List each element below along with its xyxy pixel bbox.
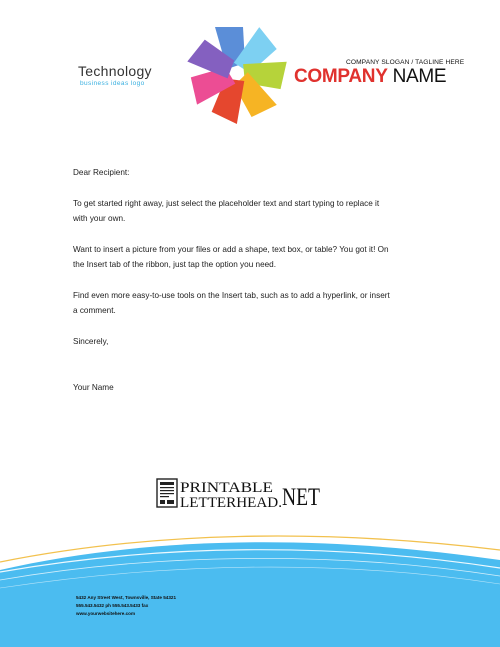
watermark-suffix: NET	[282, 484, 320, 511]
signature: Your Name	[73, 383, 114, 392]
footer-address: 5432 Any Street West, Townsville, State 54321	[76, 595, 177, 600]
company-logo	[294, 59, 479, 87]
technology-logo-subtitle: business ideas logo	[80, 80, 145, 87]
printable-letterhead-watermark	[156, 478, 322, 512]
paragraph-3-line-2: a comment.	[73, 306, 116, 315]
salutation: Dear Recipient:	[73, 168, 130, 177]
technology-logo-title: Technology	[78, 63, 152, 79]
paragraph-1-line-1: To get started right away, just select the placeholder text and start typing to replace it	[73, 198, 380, 208]
paragraph-1-line-2: with your own.	[73, 214, 126, 223]
watermark-line-1: PRINTABLE	[180, 480, 273, 496]
company-name-part1: COMPANY	[294, 66, 388, 87]
company-name	[294, 67, 479, 87]
paragraph-3-line-1: Find even more easy-to-use tools on the Insert tab, such as to add a hyperlink, or insert	[73, 290, 390, 300]
paragraph-2-line-1: Want to insert a picture from your files or add a shape, text box, or table? You got it! On	[73, 244, 389, 254]
document-icon	[157, 479, 177, 507]
technology-logo	[78, 63, 152, 87]
closing: Sincerely,	[73, 336, 109, 346]
footer-phones: 555.543.5432 ph 555.543.5433 fax	[76, 603, 149, 608]
watermark-line-2: LETTERHEAD.	[180, 495, 282, 511]
company-name-part2: NAME	[392, 66, 447, 87]
letter-body	[73, 165, 433, 396]
footer-website: www.yourwebsitehere.com	[76, 611, 136, 616]
footer-contact	[76, 594, 176, 618]
footer-wave-decoration	[0, 540, 500, 647]
paragraph-2-line-2: the Insert tab of the ribbon, just tap the option you need.	[73, 260, 277, 269]
pinwheel-center	[231, 67, 243, 79]
company-slogan: COMPANY SLOGAN / TAGLINE HERE	[346, 59, 465, 66]
pinwheel-logo-icon	[182, 18, 292, 128]
